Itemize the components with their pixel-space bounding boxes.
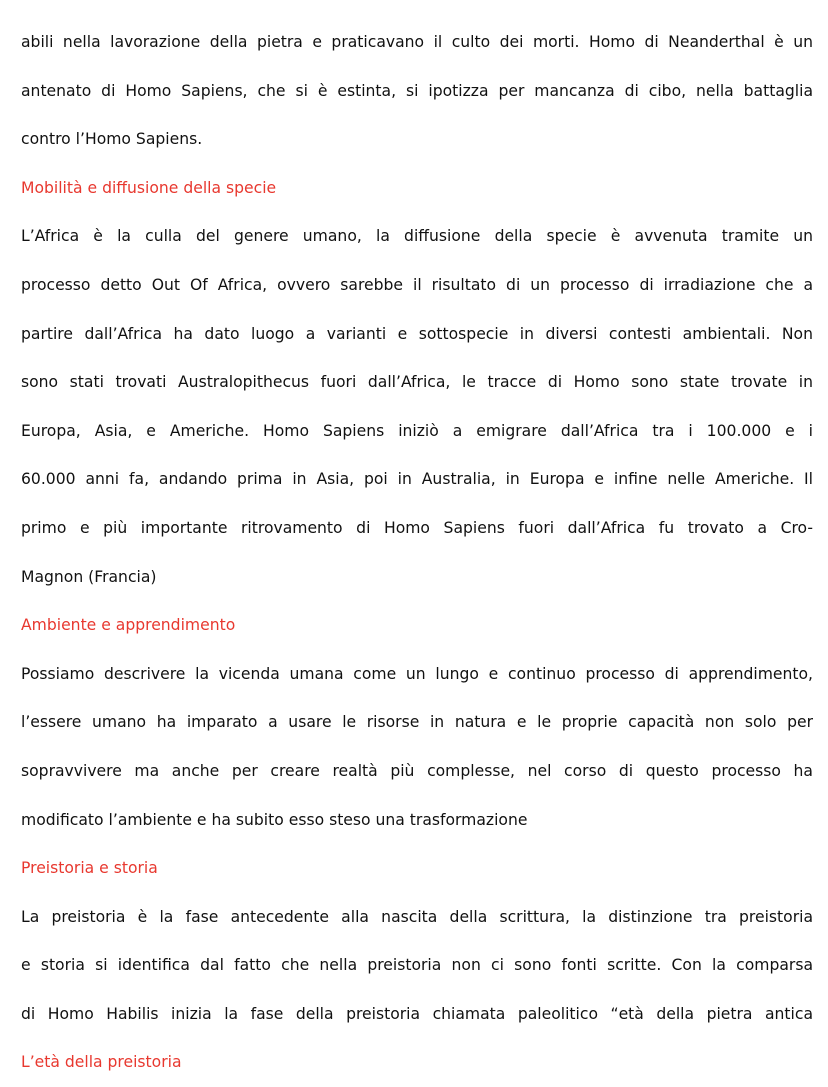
text-line: Magnon (Francia) xyxy=(21,567,157,586)
text-line: La preistoria è la fase antecedente alla nascita della scrittura, la distinzione tra preistoria xyxy=(21,907,813,926)
section-ambiente xyxy=(21,601,813,844)
section-heading: Preistoria e storia xyxy=(21,859,158,878)
intro-paragraph xyxy=(21,18,813,164)
text-line: modificato l’ambiente e ha subito esso steso una trasformazione xyxy=(21,810,528,829)
text-line: sopravvivere ma anche per creare realtà più complesse, nel corso di questo processo ha xyxy=(21,761,813,780)
section-heading: Ambiente e apprendimento xyxy=(21,616,236,635)
text-line: primo e più importante ritrovamento di Homo Sapiens fuori dall’Africa fu trovato a Cro- xyxy=(21,518,813,537)
text-line: contro l’Homo Sapiens. xyxy=(21,130,203,149)
text-line: 60.000 anni fa, andando prima in Asia, poi in Australia, in Europa e infine nelle Americhe. Il xyxy=(21,470,813,489)
text-line: partire dall’Africa ha dato luogo a varianti e sottospecie in diversi contesti ambientali. Non xyxy=(21,324,813,343)
text-line: sono stati trovati Australopithecus fuori dall’Africa, le tracce di Homo sono state trovate in xyxy=(21,373,813,392)
section-mobilita xyxy=(21,164,813,601)
text-line: antenato di Homo Sapiens, che si è estinta, si ipotizza per mancanza di cibo, nella battaglia xyxy=(21,81,813,100)
text-line: Europa, Asia, e Americhe. Homo Sapiens iniziò a emigrare dall’Africa tra i 100.000 e i xyxy=(21,421,813,440)
text-line: L’Africa è la culla del genere umano, la diffusione della specie è avvenuta tramite un xyxy=(21,227,813,246)
text-line: Possiamo descrivere la vicenda umana come un lungo e continuo processo di apprendimento, xyxy=(21,664,813,683)
section-preistoria-storia xyxy=(21,844,813,1038)
section-heading: Mobilità e diffusione della specie xyxy=(21,178,277,197)
section-heading: L’età della preistoria xyxy=(21,1053,182,1072)
text-line: e storia si identifica dal fatto che nella preistoria non ci sono fonti scritte. Con la comparsa xyxy=(21,956,813,975)
text-line: l’essere umano ha imparato a usare le risorse in natura e le proprie capacità non solo per xyxy=(21,713,813,732)
document-page xyxy=(21,18,813,1087)
text-line: abili nella lavorazione della pietra e praticavano il culto dei morti. Homo di Neanderthal è un xyxy=(21,33,813,51)
text-line: di Homo Habilis inizia la fase della preistoria chiamata paleolitico “età della pietra antica xyxy=(21,1004,813,1023)
text-line: processo detto Out Of Africa, ovvero sarebbe il risultato di un processo di irradiazione che a xyxy=(21,275,813,294)
section-eta-preistoria xyxy=(21,1038,813,1087)
